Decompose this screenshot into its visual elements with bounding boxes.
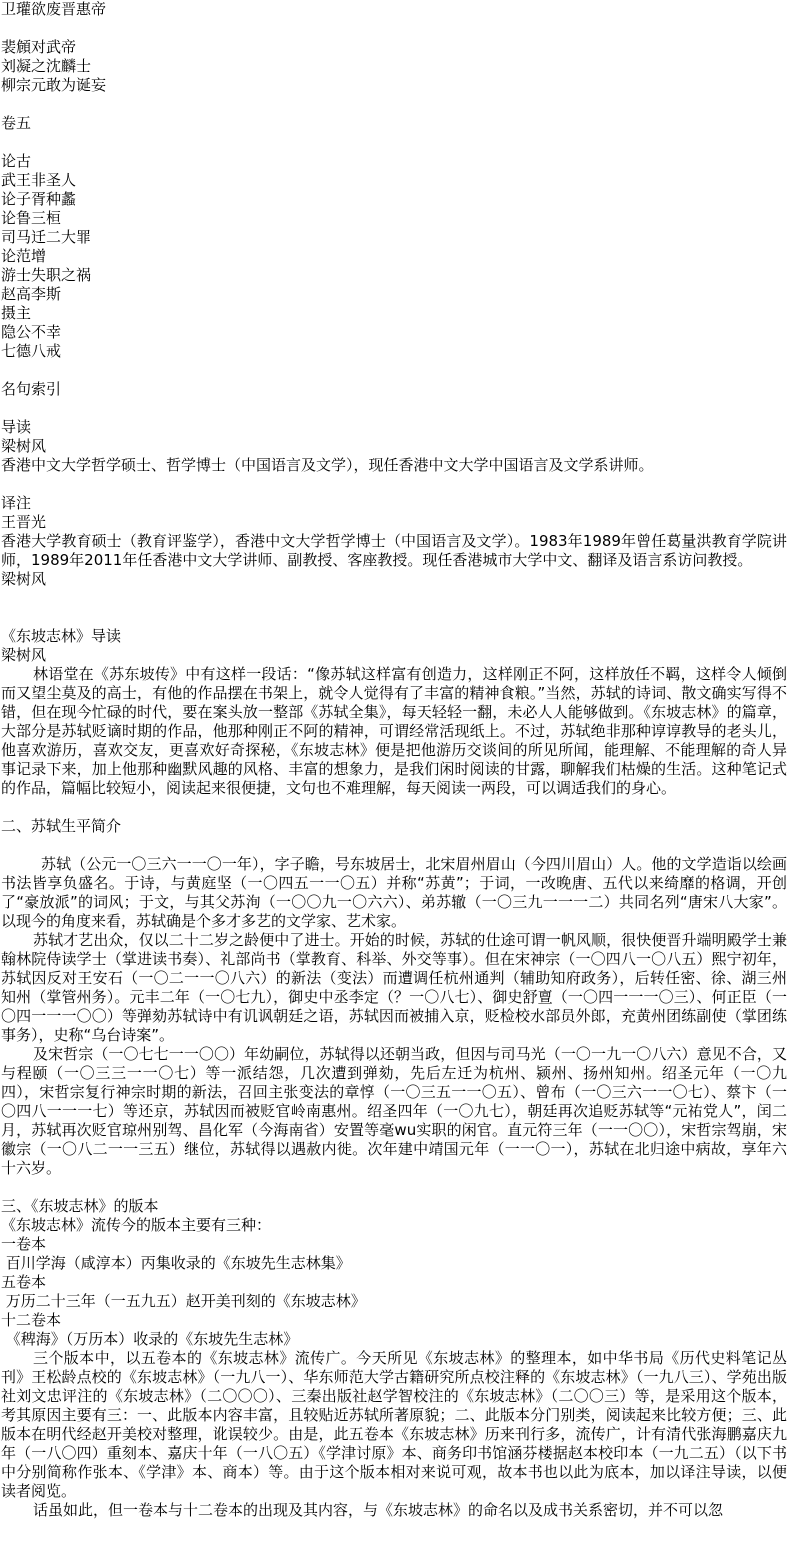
blank-line <box>1 19 787 38</box>
guide-heading: 导读 <box>1 418 32 436</box>
blank-line <box>1 361 787 380</box>
toc-line: 隐公不幸 <box>1 323 62 341</box>
index-heading: 名句索引 <box>1 380 62 398</box>
intro-paragraph: 林语堂在《苏东坡传》中有这样一段话：“像苏轼这样富有创造力，这样刚正不阿，这样放任不羁，这样令人倾倒而又望尘莫及的高士，有他的作品摆在书架上，就令人觉得有了丰富的精神食粮。”当然，苏轼的诗词、散文确实写得不错，但在现今忙碌的时代，要在案头放一整部《苏轼全集》，每天轻轻一翻，未必人人能够做到。《东坡志林》的篇章，大部分是苏轼贬谪时期的作品，他那种刚正不阿的精神，可谓经常活现纸上。不过，苏轼绝非那种谆谆教导的老头儿，他喜欢游历，喜欢交友，更喜欢好奇探秘，《东坡志林》便是把他游历交谈间的所见所闻，能理解、不能理解的奇人异事记录下来，加上他那种幽默风趣的风格、丰富的想象力，是我们闲时阅读的甘露，聊解我们枯燥的生活。这种笔记式的作品，篇幅比较短小，阅读起来很便捷，文句也不难理解，每天阅读一两段，可以调适我们的身心。 <box>1 665 787 797</box>
annotator-name: 王晋光 <box>1 513 47 531</box>
toc-line: 七德八戒 <box>1 342 62 360</box>
toc-line: 论鲁三桓 <box>1 209 62 227</box>
intro-author: 梁树风 <box>1 646 47 664</box>
toc-line: 摄主 <box>1 304 32 322</box>
document-page <box>1 0 787 1520</box>
section-2-paragraph: 及宋哲宗（一〇七七一一〇〇）年幼嗣位，苏轼得以还朝当政，但因与司马光（一〇一九一〇八六）意见不合，又与程颐（一〇三三一一〇七）等一派结怨，几次遭到弹劾，先后左迁为杭州、颍州、扬州知州。绍圣元年（一〇九四），宋哲宗复行神宗时期的新法，召回主张变法的章惇（一〇三五一一〇五）、曾布（一〇三六一一〇七）、蔡卞（一〇四八一一一七）等还京，苏轼因而被贬官岭南惠州。绍圣四年（一〇九七），朝廷再次追贬苏轼等“元祐党人”，闰二月，苏轼再次贬官琼州别驾、昌化军（今海南省）安置等毫wu实职的闲官。直元符三年（一一〇〇），宋哲宗驾崩，宋徽宗（一〇八二一一三五）继位，苏轼得以遇赦内徙。次年建中靖国元年（一一〇一），苏轼在北归途中病故，享年六十六岁。 <box>1 1045 787 1177</box>
toc-line: 裴頠对武帝 <box>1 38 77 56</box>
blank-line <box>1 399 787 418</box>
version-list <box>1 1235 787 1349</box>
blank-line <box>1 133 787 152</box>
blank-line <box>1 1178 787 1197</box>
toc-line: 论子胥种蠡 <box>1 190 77 208</box>
section-3-intro: 《东坡志林》流传今的版本主要有三种： <box>1 1216 272 1234</box>
version-label: 五卷本 <box>1 1273 47 1291</box>
toc-line: 武王非圣人 <box>1 171 77 189</box>
toc-line: 司马迁二大罪 <box>1 228 92 246</box>
blank-line <box>1 475 787 494</box>
section-2-heading: 二、苏轼生平简介 <box>1 817 122 835</box>
version-desc: 万历二十三年（一五九五）赵开美刊刻的《东坡志林》 <box>1 1292 366 1310</box>
guide-author: 梁树风 <box>1 437 47 455</box>
annotator-bio: 香港大学教育硕士（教育评鉴学），香港中文大学哲学博士（中国语言及文学）。1983年1989年曾任葛量洪教育学院讲师，1989年2011年任香港中文大学讲师、副教授、客座教授。现任香港城市大学中文、翻译及语言系访问教授。 <box>1 532 787 569</box>
section-2-paragraph: 苏轼才艺出众，仅以二十二岁之龄便中了进士。开始的时候，苏轼的仕途可谓一帆风顺，很快便晋升端明殿学士兼翰林院侍读学士（掌进读书奏）、礼部尚书（掌教育、科举、外交等事）。但在宋神宗（一〇四八一〇八五）熙宁初年，苏轼因反对王安石（一〇二一一〇八六）的新法（变法）而遭调任杭州通判（辅助知府政务），后转任密、徐、湖三州知州（掌管州务）。元丰二年（一〇七九），御史中丞李定（？一〇八七）、御史舒亶（一〇四一一一〇三）、何正臣（一〇四一一一〇〇）等弹劾苏轼诗中有讥讽朝廷之语，苏轼因而被捕入京，贬检校水部员外郎，充黄州团练副使（掌团练事务），史称“乌台诗案”。 <box>1 931 787 1044</box>
blank-line <box>1 589 787 608</box>
version-desc: 百川学海（咸淳本）丙集收录的《东坡先生志林集》 <box>1 1254 351 1272</box>
table-of-contents <box>1 0 787 456</box>
toc-line: 柳宗元敢为诞妄 <box>1 76 107 94</box>
section-2-paragraph: 苏轼（公元一〇三六一一〇一年），字子瞻，号东坡居士，北宋眉州眉山（今四川眉山）人。他的文学造诣以绘画书法皆享负盛名。于诗，与黄庭坚（一〇四五一一〇五）并称“苏黄”；于词，一改晚唐、五代以来绮靡的格调，开创了“豪放派”的词风；于文，与其父苏洵（一〇〇九一〇六六）、弟苏辙（一〇三九一一一二）共同名列“唐宋八大家”。以现今的角度来看，苏轼确是个多才多艺的文学家、艺术家。 <box>1 855 787 930</box>
toc-line: 论古 <box>1 152 32 170</box>
version-label: 一卷本 <box>1 1235 47 1253</box>
annotation-heading: 译注 <box>1 494 32 512</box>
blank-line <box>1 798 787 817</box>
toc-line: 游士失职之祸 <box>1 266 92 284</box>
blank-line <box>1 608 787 627</box>
section-3-last-line: 话虽如此，但一卷本与十二卷本的出现及其内容，与《东坡志林》的命名以及成书关系密切，并不可以忽 <box>33 1501 724 1519</box>
intro-title: 《东坡志林》导读 <box>1 627 122 645</box>
toc-line: 卫瓘欲废晋惠帝 <box>1 0 107 18</box>
volume-heading: 卷五 <box>1 114 32 132</box>
section-3-heading: 三、《东坡志林》的版本 <box>1 1197 159 1215</box>
toc-line: 论范增 <box>1 247 47 265</box>
section-3-paragraph: 三个版本中，以五卷本的《东坡志林》流传广。今天所见《东坡志林》的整理本，如中华书局《历代史料笔记丛刊》王松龄点校的《东坡志林》（一九八一）、华东师范大学古籍研究所点校注释的《东坡志林》（一九八三）、学苑出版社刘文忠评注的《东坡志林》（二〇〇〇）、三秦出版社赵学智校注的《东坡志林》（二〇〇三）等，是采用这个版本，考其原因主要有三：一、此版本内容丰富，且较贴近苏轼所著原貌；二、此版本分门别类，阅读起来比较方便；三、此版本在明代经赵开美校对整理，讹误较少。由是，此五卷本《东坡志林》历来刊行多，流传广，计有清代张海鹏嘉庆九年（一八〇四）重刻本、嘉庆十年（一八〇五）《学津讨原》本、商务印书馆涵芬楼据赵本校印本（一九二五）（以下书中分别简称作张本、《学津》本、商本）等。由于这个版本相对来说可观，故本书也以此为底本，加以译注导读，以便读者阅览。 <box>1 1349 787 1500</box>
version-label: 十二卷本 <box>1 1311 62 1329</box>
toc-line: 赵高李斯 <box>1 285 62 303</box>
toc-line: 刘凝之沈麟士 <box>1 57 92 75</box>
annotator-name-2: 梁树风 <box>1 570 47 588</box>
blank-line <box>1 836 787 855</box>
guide-author-bio: 香港中文大学哲学硕士、哲学博士（中国语言及文学），现任香港中文大学中国语言及文学系讲师。 <box>1 456 654 474</box>
blank-line <box>1 95 787 114</box>
version-desc: 《稗海》（万历本）收录的《东坡先生志林》 <box>1 1330 299 1348</box>
